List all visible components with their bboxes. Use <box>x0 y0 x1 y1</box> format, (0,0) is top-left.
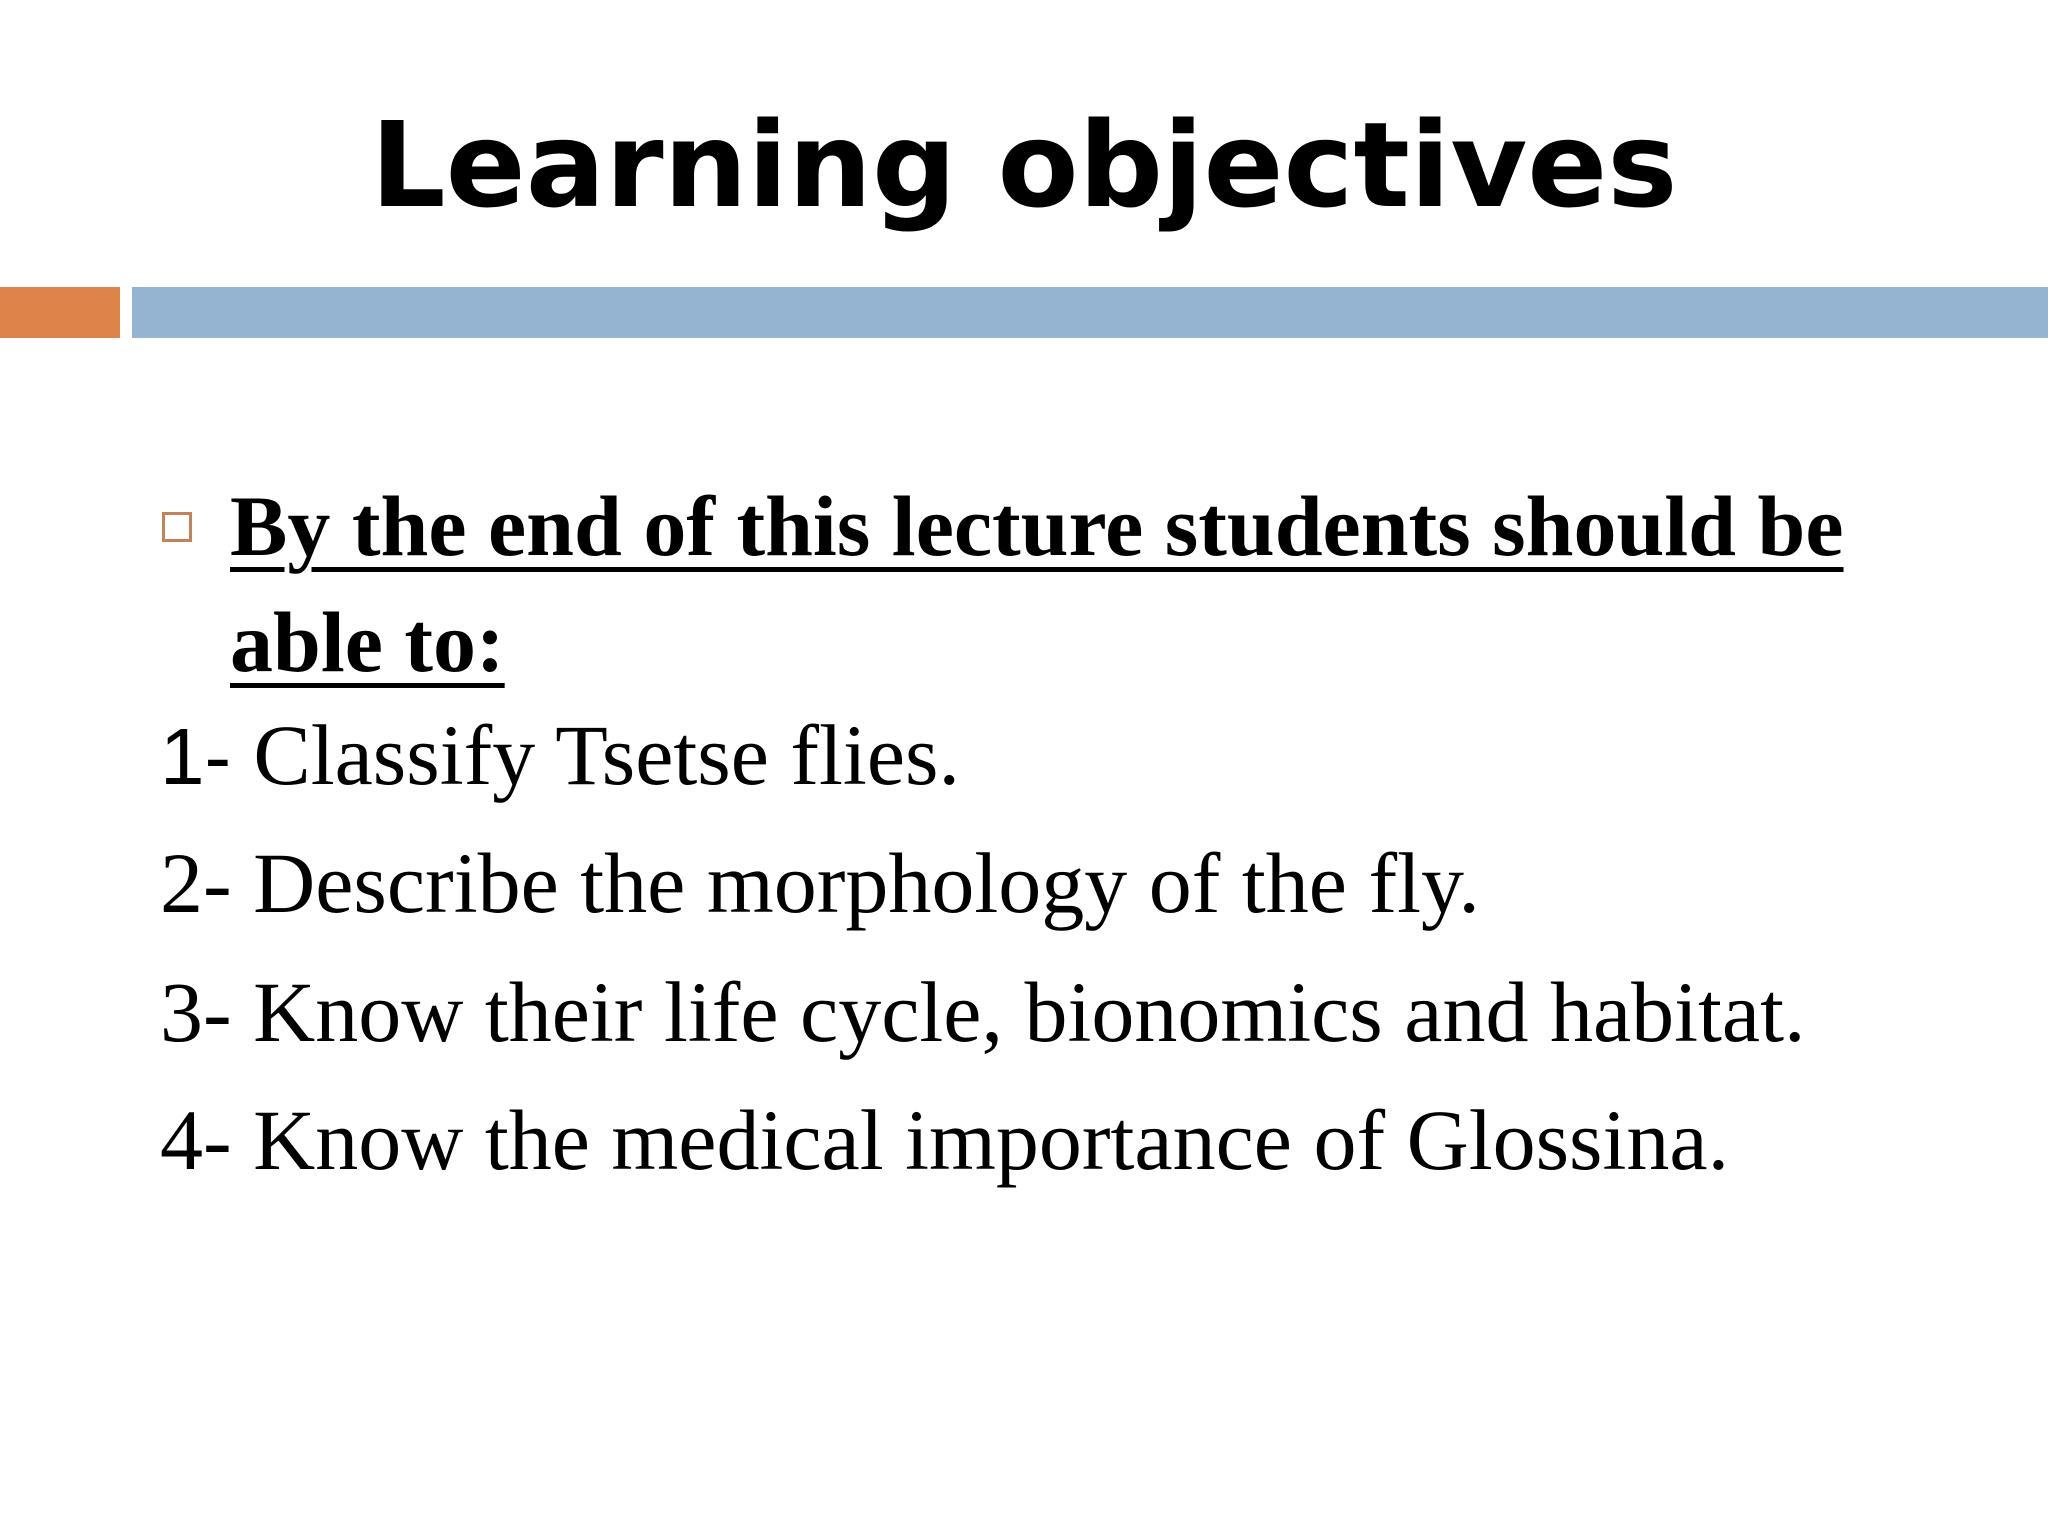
objective-number: 4- <box>160 1092 254 1188</box>
objective-item <box>160 957 2000 1067</box>
hollow-square-bullet-icon <box>162 512 192 542</box>
objective-number: 3- <box>160 964 254 1060</box>
intro-bullet-text: By the end of this lecture students should be able to: <box>230 478 1844 690</box>
objective-text: Classify Tsetse flies. <box>253 707 960 803</box>
objective-text: Describe the morphology of the fly. <box>253 835 1480 931</box>
objective-item <box>160 828 2000 938</box>
objective-text: Know the medical importance of Glossina. <box>253 1092 1730 1188</box>
objective-item <box>160 1085 2000 1195</box>
objective-number: 1- <box>160 712 254 801</box>
objective-item <box>160 700 2000 812</box>
objective-number: 2- <box>160 835 254 931</box>
slide-title: Learning objectives <box>370 96 1678 234</box>
objective-text: Know their life cycle, bionomics and habitat. <box>253 964 1806 1060</box>
